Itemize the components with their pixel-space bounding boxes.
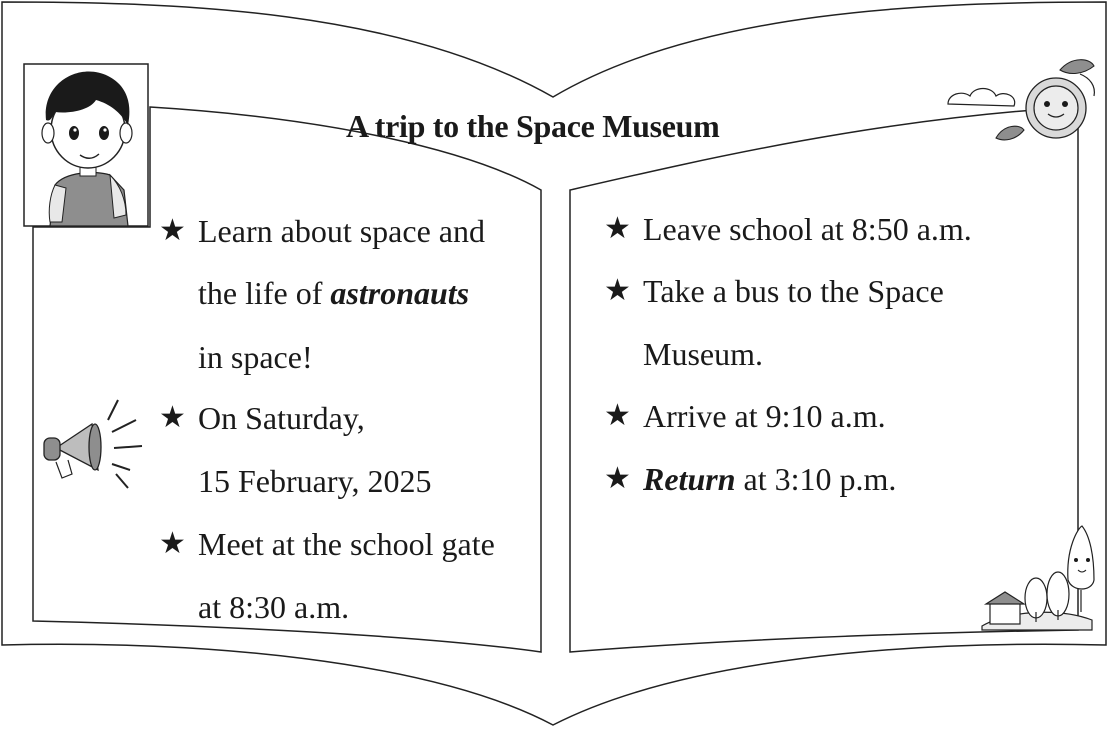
left-item-1-line-1: Learn about space and xyxy=(198,213,485,249)
left-item-1-line-3: in space! xyxy=(198,339,313,375)
left-item-2-line-2: 15 February, 2025 xyxy=(198,463,432,499)
right-item-4-text: at 3:10 p.m. xyxy=(735,461,897,497)
left-item-1-line-2 xyxy=(198,274,469,312)
right-item-4-line-1 xyxy=(643,460,896,498)
emphasis-return: Return xyxy=(643,461,736,497)
star-bullet-icon: ★ xyxy=(604,398,631,433)
right-page xyxy=(570,107,1078,652)
star-bullet-icon: ★ xyxy=(604,461,631,496)
right-item-2-line-2: Museum. xyxy=(643,336,763,372)
left-item-3-line-2: at 8:30 a.m. xyxy=(198,589,350,625)
star-bullet-icon: ★ xyxy=(159,400,186,435)
sun-cloud-decoration xyxy=(948,60,1094,140)
right-item-3-line-1: Arrive at 9:10 a.m. xyxy=(643,398,886,434)
star-bullet-icon: ★ xyxy=(159,213,186,248)
left-item-3-line-1: Meet at the school gate xyxy=(198,526,495,562)
left-item-1-line-2-text: the life of xyxy=(198,275,331,311)
boy-avatar xyxy=(24,64,148,226)
star-bullet-icon: ★ xyxy=(604,211,631,246)
right-item-2-line-1: Take a bus to the Space xyxy=(643,273,944,309)
page-title: A trip to the Space Museum xyxy=(346,108,720,144)
left-item-2-line-1: On Saturday, xyxy=(198,400,365,436)
right-item-1-line-1: Leave school at 8:50 a.m. xyxy=(643,211,972,247)
emphasis-astronauts: astronauts xyxy=(330,275,470,311)
star-bullet-icon: ★ xyxy=(159,526,186,561)
star-bullet-icon: ★ xyxy=(604,273,631,308)
megaphone-icon xyxy=(44,400,142,488)
trees-house-decoration xyxy=(982,526,1094,630)
